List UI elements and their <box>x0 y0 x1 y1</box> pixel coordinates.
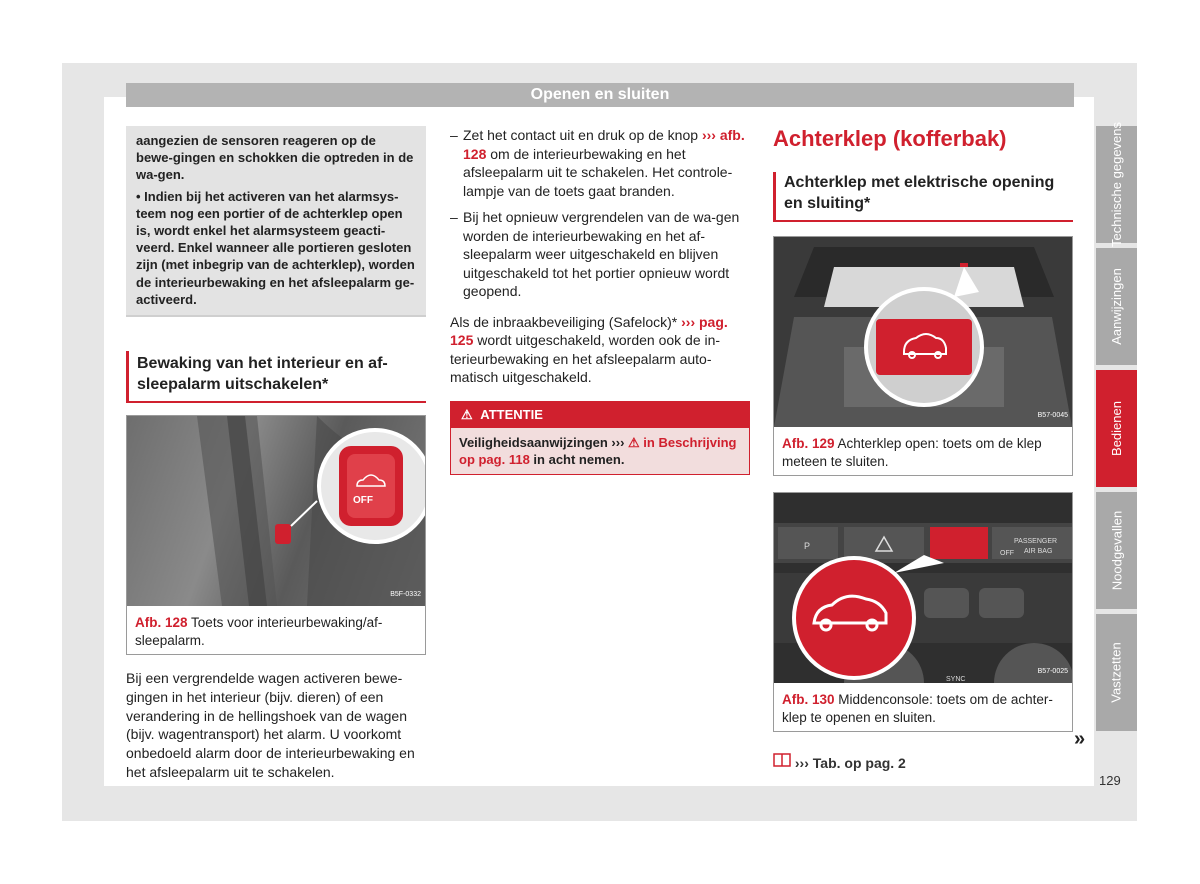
figure-code: B57-0025 <box>1037 667 1068 675</box>
figure-reference-link[interactable]: ››› afb. 128 <box>463 127 745 162</box>
figure-label: Afb. 129 <box>782 436 835 451</box>
figure-caption-text: Toets voor interieurbewaking/af-sleepalarm. <box>135 615 383 649</box>
panel-label: AIR BAG <box>1024 548 1053 555</box>
figure-128-image <box>127 416 425 606</box>
figure-129 <box>773 236 1073 476</box>
figure-caption-text: Middenconsole: toets om de achter-klep te openen en sluiten. <box>782 692 1053 725</box>
tab-noodgevallen[interactable]: Noodgevallen <box>1096 492 1137 609</box>
tab-bedienen[interactable]: Bedienen <box>1096 370 1137 487</box>
attention-body <box>451 428 749 474</box>
warning-paragraph: • Indien bij het activeren van het alarmsys-teem nog een portier of de achterklep open is, wordt enkel het alarmsysteem geacti-veerd. Enkel wanneer alle portieren gesloten zijn (met inbegrip van de achterklep), worden de interieurbewaking en het afsleepalarm ge-activeerd. <box>136 188 415 307</box>
attention-text: Veiligheidsaanwijzingen ››› <box>459 434 629 450</box>
figure-label: Afb. 128 <box>135 615 188 631</box>
list-item <box>450 126 750 200</box>
tab-aanwijzingen[interactable]: Aanwijzingen <box>1096 248 1137 365</box>
figure-code: B5F-0332 <box>390 590 421 598</box>
figure-caption <box>774 683 1072 731</box>
figure-caption <box>774 427 1072 475</box>
figure-label: Afb. 130 <box>782 692 835 707</box>
attention-header <box>451 402 749 428</box>
attention-title: ATTENTIE <box>480 406 543 422</box>
off-label: OFF <box>353 495 373 507</box>
list-dash: – <box>450 209 458 225</box>
figure-128-illustration <box>127 416 425 606</box>
panel-label: OFF <box>1000 550 1014 557</box>
panel-label: P <box>804 541 811 551</box>
figure-129-illustration <box>774 237 1072 427</box>
attention-box <box>450 401 750 475</box>
column-right <box>773 126 1073 773</box>
warning-triangle-icon: ⚠ <box>461 406 473 422</box>
figure-caption <box>127 606 425 654</box>
chapter-header: Openen en sluiten <box>126 83 1074 107</box>
figure-130-illustration <box>774 493 1072 683</box>
column-middle <box>450 126 750 475</box>
page-number: 129 <box>1099 773 1121 788</box>
tab-vastzetten[interactable]: Vastzetten <box>1096 614 1137 731</box>
column-left <box>126 126 426 782</box>
section-subheading: Achterklep met elektrische opening en sluiting* <box>773 172 1073 222</box>
safety-reference-link[interactable]: ⚠ in Beschrijving op pag. 118 <box>459 434 737 467</box>
book-icon <box>773 755 795 771</box>
continue-marker: » <box>1074 728 1086 750</box>
tab-technische-gegevens[interactable]: Technische gegevens <box>1096 126 1137 243</box>
attention-text: in acht nemen. <box>529 451 625 467</box>
body-paragraph <box>450 313 750 387</box>
figure-code: B57-0045 <box>1037 411 1068 419</box>
table-reference-link[interactable]: ››› Tab. op pag. 2 <box>794 755 906 771</box>
list-dash: – <box>450 127 458 143</box>
section-heading: Bewaking van het interieur en af-sleepalarm uitschakelen* <box>126 351 426 403</box>
figure-130-image <box>774 493 1072 683</box>
figure-129-image <box>774 237 1072 427</box>
paragraph-text: wordt uitgeschakeld, worden ook de in-terieurbewaking en het afsleepalarm auto-matisch uitgeschakeld. <box>450 332 721 385</box>
warning-paragraph: aangezien de sensoren reageren op de bewe-gingen en schokken die optreden in de wa-gen. <box>136 133 414 183</box>
list-text: Zet het contact uit en druk op de knop <box>463 127 702 143</box>
figure-caption-text: Achterklep open: toets om de klep meteen te sluiten. <box>782 436 1042 469</box>
paragraph-text: Als de inbraakbeveiliging (Safelock)* <box>450 313 682 330</box>
table-reference <box>773 752 1073 773</box>
panel-label: PASSENGER <box>1014 538 1058 545</box>
page-reference-link[interactable]: ››› pag. 125 <box>450 313 728 348</box>
body-paragraph: Bij een vergrendelde wagen activeren bewe-gingen in het interieur (bijv. dieren) of een verandering in de hellingshoek van de wagen (bijv. wagentransport) het alarm. U voorkomt onbedoeld alarm door de interieurbewaking en het afsleepalarm uit te schakelen. <box>126 670 415 781</box>
figure-130 <box>773 492 1073 732</box>
section-title: Achterklep (kofferbak) <box>773 126 1007 151</box>
figure-128 <box>126 415 426 655</box>
list-item <box>450 208 750 301</box>
list-text: Bij het opnieuw vergrendelen van de wa-gen worden de interieurbewaking en het af-sleepalarm weer uitgeschakeld en blijven uitgeschakeld tot het portier opnieuw wordt geopend. <box>463 209 740 299</box>
warning-box <box>126 126 426 317</box>
panel-label: SYNC <box>946 676 966 683</box>
list-text: om de interieurbewaking en het afsleepalarm uit te schakelen. Het controle-lampje van de toets gaat branden. <box>463 145 733 199</box>
